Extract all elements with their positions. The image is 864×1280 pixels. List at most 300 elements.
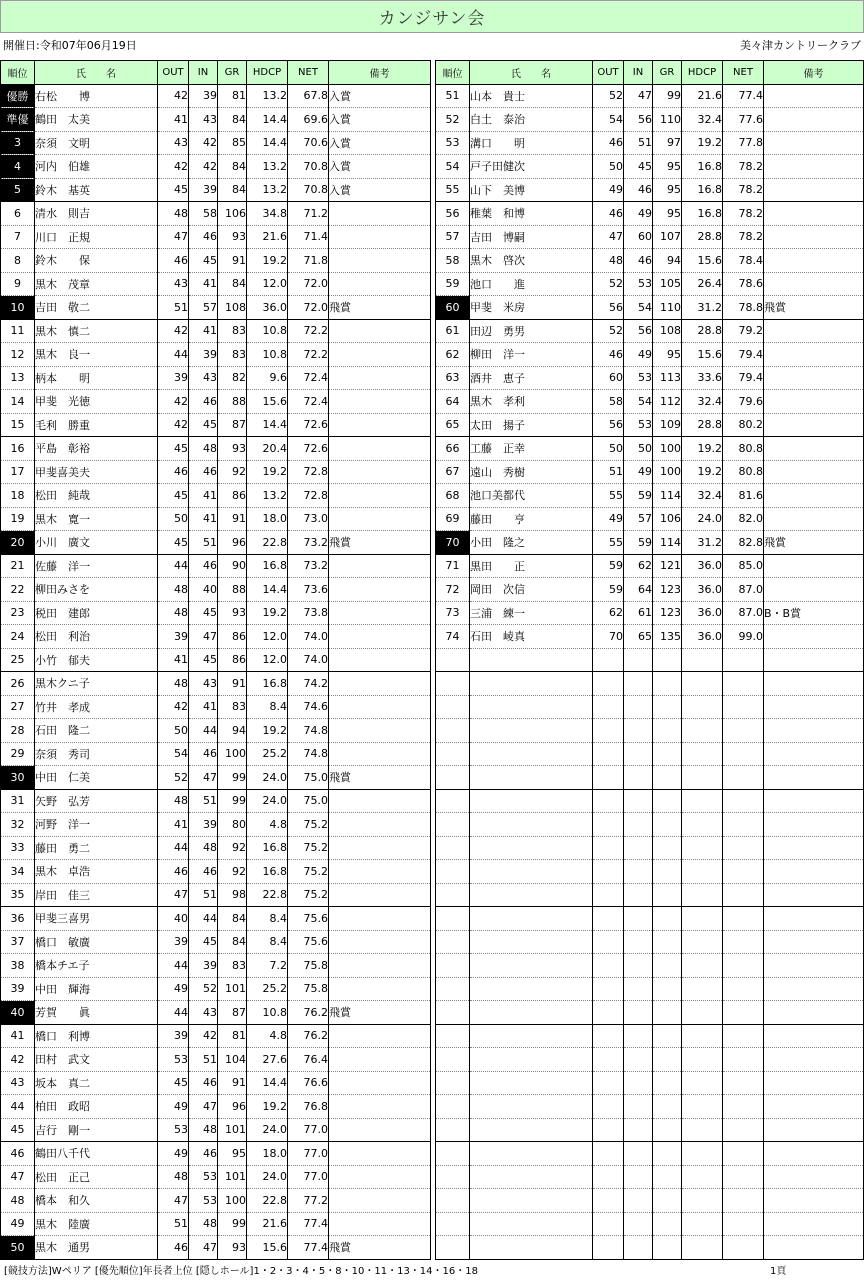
empty-row: [436, 883, 864, 907]
table-row: [1, 507, 431, 531]
handicap: 15.6: [682, 343, 723, 367]
handicap: 19.2: [682, 460, 723, 484]
score-net: 72.8: [288, 484, 329, 508]
event-date: 開催日:令和07年06月19日: [3, 39, 137, 52]
player-name: 松田 利治: [35, 625, 158, 649]
handicap: 16.8: [682, 202, 723, 226]
player-rank: 31: [1, 789, 35, 813]
player-rank: 70: [436, 531, 470, 555]
score-out: 46: [158, 460, 189, 484]
score-net: 85.0: [723, 554, 764, 578]
score-in: 46: [189, 1071, 218, 1095]
score-gross: 100: [218, 742, 247, 766]
score-out: [593, 1001, 624, 1025]
player-rank: [436, 813, 470, 837]
handicap: 7.2: [247, 954, 288, 978]
table-row: [1, 366, 431, 390]
player-name: 山下 美博: [470, 178, 593, 202]
score-net: [723, 1071, 764, 1095]
score-net: 76.8: [288, 1095, 329, 1119]
score-gross: [653, 883, 682, 907]
player-rank: [436, 954, 470, 978]
score-in: [624, 1048, 653, 1072]
score-net: 75.2: [288, 860, 329, 884]
handicap: 28.8: [682, 413, 723, 437]
score-in: 39: [189, 178, 218, 202]
handicap: [682, 930, 723, 954]
score-gross: 97: [653, 131, 682, 155]
empty-row: [436, 1165, 864, 1189]
table-row: [1, 1048, 431, 1072]
award-note: [764, 836, 864, 860]
score-out: 42: [158, 319, 189, 343]
player-rank: 47: [1, 1165, 35, 1189]
handicap: 14.4: [247, 1071, 288, 1095]
player-rank: 28: [1, 719, 35, 743]
score-gross: 109: [653, 413, 682, 437]
score-gross: 99: [218, 766, 247, 790]
award-note: [329, 1189, 431, 1213]
score-gross: [653, 1095, 682, 1119]
empty-row: [436, 907, 864, 931]
score-net: 71.8: [288, 249, 329, 273]
player-rank: [436, 648, 470, 672]
score-out: [593, 766, 624, 790]
player-name: [470, 836, 593, 860]
score-net: [723, 1118, 764, 1142]
player-rank: 54: [436, 155, 470, 179]
player-rank: 24: [1, 625, 35, 649]
handicap: 26.4: [682, 272, 723, 296]
header-out: OUT: [158, 61, 189, 85]
table-row: [1, 1024, 431, 1048]
handicap: 16.8: [682, 155, 723, 179]
score-out: 39: [158, 625, 189, 649]
score-net: [723, 860, 764, 884]
handicap: 14.4: [247, 578, 288, 602]
score-in: [624, 1118, 653, 1142]
award-note: [764, 319, 864, 343]
handicap: 22.8: [247, 1189, 288, 1213]
award-note: [764, 225, 864, 249]
score-in: 44: [189, 907, 218, 931]
player-rank: [436, 695, 470, 719]
table-row: [436, 366, 864, 390]
player-name: 黒木 通男: [35, 1236, 158, 1260]
player-name: 平島 彰裕: [35, 437, 158, 461]
player-name: [470, 1048, 593, 1072]
player-rank: [436, 1189, 470, 1213]
handicap: 4.8: [247, 1024, 288, 1048]
score-in: [624, 977, 653, 1001]
score-gross: 81: [218, 84, 247, 108]
player-name: 柏田 政昭: [35, 1095, 158, 1119]
score-in: 46: [189, 860, 218, 884]
score-net: 78.6: [723, 272, 764, 296]
player-rank: 61: [436, 319, 470, 343]
score-gross: 107: [653, 225, 682, 249]
player-name: 黒木 寛一: [35, 507, 158, 531]
score-out: [593, 883, 624, 907]
score-gross: 84: [218, 272, 247, 296]
score-out: [593, 954, 624, 978]
score-in: 50: [624, 437, 653, 461]
page-number: 1頁: [770, 1266, 787, 1277]
score-gross: [653, 1048, 682, 1072]
award-note: [329, 742, 431, 766]
score-net: 78.2: [723, 202, 764, 226]
handicap: 8.4: [247, 930, 288, 954]
score-net: 77.0: [288, 1165, 329, 1189]
player-name: [470, 907, 593, 931]
award-note: [764, 507, 864, 531]
score-net: 79.4: [723, 343, 764, 367]
table-row: [1, 836, 431, 860]
empty-row: [436, 719, 864, 743]
score-out: [593, 907, 624, 931]
player-name: 河内 伯雄: [35, 155, 158, 179]
award-note: [329, 977, 431, 1001]
handicap: 21.6: [247, 225, 288, 249]
award-note: [329, 954, 431, 978]
score-net: 70.6: [288, 131, 329, 155]
award-note: [764, 578, 864, 602]
award-note: [764, 672, 864, 696]
player-name: [470, 1024, 593, 1048]
score-in: 51: [189, 789, 218, 813]
player-name: [470, 1165, 593, 1189]
score-gross: 99: [653, 84, 682, 108]
player-name: [470, 977, 593, 1001]
empty-row: [436, 860, 864, 884]
table-row: [1, 601, 431, 625]
handicap: [682, 1212, 723, 1236]
handicap: [682, 954, 723, 978]
score-in: 61: [624, 601, 653, 625]
player-rank: 66: [436, 437, 470, 461]
score-out: 46: [158, 1236, 189, 1260]
header-net: NET: [723, 61, 764, 85]
player-name: 白土 泰治: [470, 108, 593, 132]
handicap: [682, 813, 723, 837]
award-note: 飛賞: [329, 1001, 431, 1025]
score-net: [723, 930, 764, 954]
player-name: 黒木 茂章: [35, 272, 158, 296]
award-note: [764, 695, 864, 719]
player-name: 坂本 真二: [35, 1071, 158, 1095]
score-net: [723, 1142, 764, 1166]
player-name: [470, 1071, 593, 1095]
player-rank: 49: [1, 1212, 35, 1236]
player-rank: 30: [1, 766, 35, 790]
score-net: [723, 789, 764, 813]
player-name: 石田 崚真: [470, 625, 593, 649]
handicap: [682, 1024, 723, 1048]
score-out: 46: [158, 860, 189, 884]
player-rank: 21: [1, 554, 35, 578]
empty-row: [436, 1095, 864, 1119]
score-gross: [653, 836, 682, 860]
empty-row: [436, 1118, 864, 1142]
score-net: 76.2: [288, 1001, 329, 1025]
table-row: [436, 202, 864, 226]
empty-row: [436, 1189, 864, 1213]
player-name: 石田 隆二: [35, 719, 158, 743]
score-in: [624, 930, 653, 954]
table-row: [436, 272, 864, 296]
player-name: 田村 武文: [35, 1048, 158, 1072]
table-row: [1, 437, 431, 461]
score-gross: 83: [218, 954, 247, 978]
player-rank: 39: [1, 977, 35, 1001]
score-in: 49: [624, 202, 653, 226]
handicap: [682, 1236, 723, 1260]
score-out: 45: [158, 178, 189, 202]
player-rank: 6: [1, 202, 35, 226]
handicap: 31.2: [682, 296, 723, 320]
player-name: 吉行 剛一: [35, 1118, 158, 1142]
player-rank: 3: [1, 131, 35, 155]
award-note: [764, 1095, 864, 1119]
score-gross: [653, 789, 682, 813]
score-net: [723, 1095, 764, 1119]
score-in: 53: [189, 1189, 218, 1213]
table-row: [436, 413, 864, 437]
score-out: 42: [158, 695, 189, 719]
score-net: [723, 1165, 764, 1189]
score-gross: [653, 907, 682, 931]
handicap: 10.8: [247, 319, 288, 343]
score-out: 54: [158, 742, 189, 766]
award-note: [329, 1118, 431, 1142]
handicap: [682, 860, 723, 884]
player-name: 黒木 孝利: [470, 390, 593, 414]
score-net: 73.6: [288, 578, 329, 602]
player-name: 鈴木 保: [35, 249, 158, 273]
empty-row: [436, 648, 864, 672]
score-net: 74.0: [288, 625, 329, 649]
score-net: [723, 766, 764, 790]
score-out: 47: [158, 883, 189, 907]
award-note: [764, 1024, 864, 1048]
table-row: [1, 977, 431, 1001]
score-in: 41: [189, 507, 218, 531]
score-out: 59: [593, 554, 624, 578]
player-rank: [436, 1142, 470, 1166]
player-name: 柄本 明: [35, 366, 158, 390]
score-out: [593, 648, 624, 672]
score-net: [723, 977, 764, 1001]
player-name: [470, 1142, 593, 1166]
table-header-row: [1, 61, 431, 85]
table-row: [1, 672, 431, 696]
score-net: 75.0: [288, 789, 329, 813]
score-net: 73.2: [288, 531, 329, 555]
player-rank: [436, 1024, 470, 1048]
player-rank: [436, 930, 470, 954]
award-note: [764, 178, 864, 202]
score-out: 50: [158, 719, 189, 743]
table-row: [436, 390, 864, 414]
score-gross: 84: [218, 907, 247, 931]
score-gross: 95: [653, 155, 682, 179]
award-note: [329, 601, 431, 625]
score-out: [593, 1024, 624, 1048]
score-in: 41: [189, 319, 218, 343]
player-name: 黒田 正: [470, 554, 593, 578]
player-rank: 17: [1, 460, 35, 484]
table-row: [1, 766, 431, 790]
player-rank: 19: [1, 507, 35, 531]
player-name: 工藤 正幸: [470, 437, 593, 461]
award-note: 飛賞: [329, 531, 431, 555]
table-row: [1, 554, 431, 578]
handicap: 36.0: [682, 554, 723, 578]
empty-row: [436, 1048, 864, 1072]
score-net: 75.0: [288, 766, 329, 790]
score-gross: 84: [218, 108, 247, 132]
handicap: 21.6: [247, 1212, 288, 1236]
player-rank: 16: [1, 437, 35, 461]
award-note: [764, 84, 864, 108]
score-out: 48: [158, 1165, 189, 1189]
score-out: [593, 695, 624, 719]
score-gross: 93: [218, 225, 247, 249]
header-hdcp: HDCP: [247, 61, 288, 85]
score-out: [593, 977, 624, 1001]
award-note: [764, 131, 864, 155]
award-note: 入賞: [329, 131, 431, 155]
score-gross: 93: [218, 437, 247, 461]
table-row: [436, 601, 864, 625]
player-name: 黒木クニ子: [35, 672, 158, 696]
player-rank: 57: [436, 225, 470, 249]
table-row: [1, 108, 431, 132]
player-name: 鈴木 基英: [35, 178, 158, 202]
score-in: 45: [189, 648, 218, 672]
player-name: 三浦 練一: [470, 601, 593, 625]
empty-row: [436, 789, 864, 813]
player-rank: [436, 766, 470, 790]
empty-row: [436, 742, 864, 766]
score-gross: 110: [653, 108, 682, 132]
score-out: 51: [158, 296, 189, 320]
award-note: [764, 907, 864, 931]
player-rank: 63: [436, 366, 470, 390]
player-rank: 56: [436, 202, 470, 226]
player-rank: 50: [1, 1236, 35, 1260]
award-note: 入賞: [329, 155, 431, 179]
handicap: 16.8: [247, 554, 288, 578]
player-name: 岡田 次信: [470, 578, 593, 602]
score-out: [593, 1165, 624, 1189]
award-note: [329, 883, 431, 907]
score-net: 69.6: [288, 108, 329, 132]
score-net: [723, 1212, 764, 1236]
score-out: [593, 672, 624, 696]
player-name: [470, 1118, 593, 1142]
score-in: [624, 860, 653, 884]
player-name: [470, 766, 593, 790]
score-gross: 104: [218, 1048, 247, 1072]
handicap: 20.4: [247, 437, 288, 461]
score-out: 49: [158, 1095, 189, 1119]
player-name: 甲斐 光徳: [35, 390, 158, 414]
score-in: [624, 1071, 653, 1095]
player-rank: 72: [436, 578, 470, 602]
handicap: 9.6: [247, 366, 288, 390]
score-gross: 121: [653, 554, 682, 578]
score-out: 44: [158, 836, 189, 860]
table-row: [436, 460, 864, 484]
handicap: 15.6: [247, 390, 288, 414]
score-in: 45: [189, 601, 218, 625]
score-in: [624, 954, 653, 978]
player-rank: [436, 1236, 470, 1260]
player-name: 佐藤 洋一: [35, 554, 158, 578]
player-rank: [436, 883, 470, 907]
table-row: [1, 1095, 431, 1119]
player-name: 甲斐三喜男: [35, 907, 158, 931]
table-row: [1, 1071, 431, 1095]
award-note: [764, 766, 864, 790]
score-out: 62: [593, 601, 624, 625]
score-net: 67.8: [288, 84, 329, 108]
score-gross: [653, 813, 682, 837]
player-name: 戸子田健次: [470, 155, 593, 179]
handicap: 19.2: [247, 249, 288, 273]
player-rank: 43: [1, 1071, 35, 1095]
table-row: [436, 296, 864, 320]
score-in: [624, 813, 653, 837]
player-rank: [436, 860, 470, 884]
score-gross: 96: [218, 1095, 247, 1119]
score-gross: 106: [653, 507, 682, 531]
table-row: [1, 460, 431, 484]
score-out: [593, 1142, 624, 1166]
player-rank: [436, 1071, 470, 1095]
award-note: [329, 672, 431, 696]
score-gross: 93: [218, 601, 247, 625]
score-out: 70: [593, 625, 624, 649]
score-out: 53: [158, 1048, 189, 1072]
score-in: 45: [189, 249, 218, 273]
score-in: [624, 1212, 653, 1236]
score-out: [593, 1048, 624, 1072]
score-gross: 100: [218, 1189, 247, 1213]
score-in: 60: [624, 225, 653, 249]
table-row: [436, 155, 864, 179]
score-gross: 91: [218, 672, 247, 696]
score-gross: 112: [653, 390, 682, 414]
empty-row: [436, 1071, 864, 1095]
score-in: [624, 1024, 653, 1048]
score-out: 45: [158, 484, 189, 508]
score-in: 42: [189, 155, 218, 179]
score-gross: 86: [218, 648, 247, 672]
player-rank: 8: [1, 249, 35, 273]
player-rank: [436, 1048, 470, 1072]
table-row: [1, 272, 431, 296]
score-net: [723, 695, 764, 719]
player-name: 藤田 亨: [470, 507, 593, 531]
handicap: 8.4: [247, 695, 288, 719]
score-out: 48: [158, 601, 189, 625]
score-out: 46: [158, 249, 189, 273]
score-net: [723, 672, 764, 696]
player-name: 奈須 文明: [35, 131, 158, 155]
player-name: 橋口 利博: [35, 1024, 158, 1048]
